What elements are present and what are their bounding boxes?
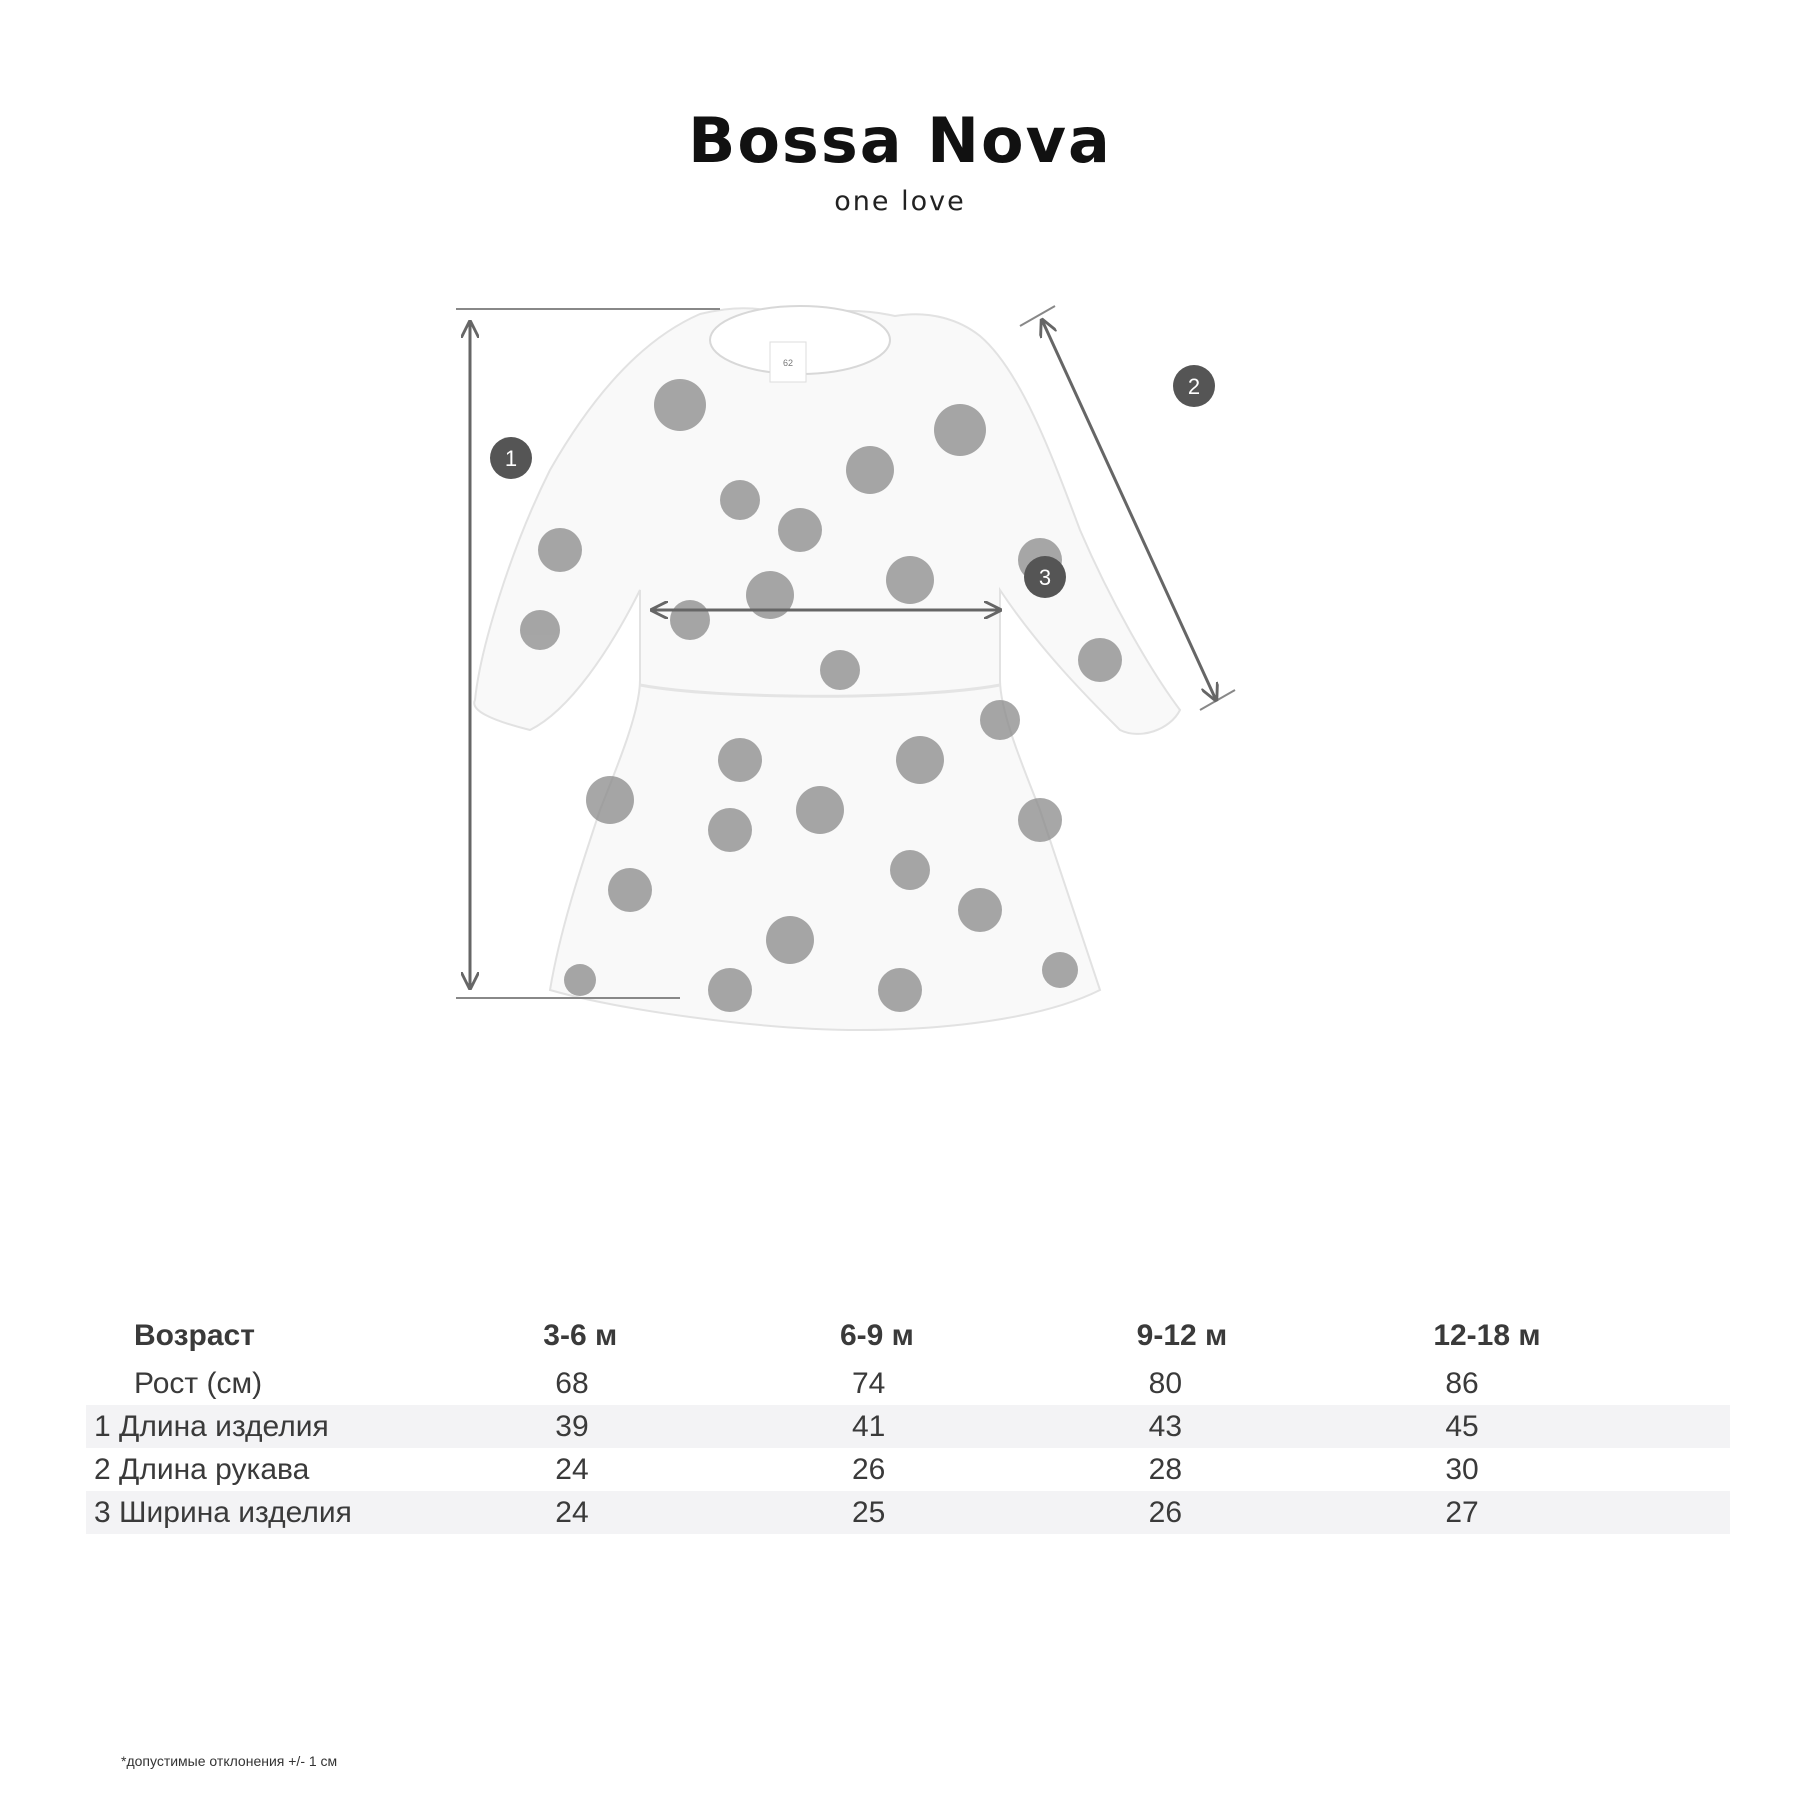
table-cell: 24	[555, 1452, 589, 1486]
brand-name: Bossa Nova	[688, 104, 1112, 177]
table-row	[86, 1448, 1730, 1491]
marker-2	[1173, 365, 1215, 407]
table-cell: 80	[1148, 1366, 1183, 1400]
sleeve-guide-bottom	[1200, 690, 1235, 710]
header-size: 9-12 м	[1136, 1319, 1228, 1352]
size-table	[86, 1310, 1730, 1534]
table-cell: 24	[543, 1491, 840, 1534]
table-cell: 41	[840, 1405, 1137, 1448]
table-cell: 39	[543, 1405, 840, 1448]
table-cell: 45	[1433, 1405, 1730, 1448]
table-cell: 28	[1148, 1452, 1183, 1486]
header-size: 6-9 м	[839, 1319, 914, 1352]
header-age-label: Возраст	[134, 1319, 255, 1352]
table-cell: 74	[851, 1366, 886, 1400]
row-label: 1 Длина изделия	[86, 1405, 543, 1448]
dress-illustration	[440, 290, 1360, 1150]
table-row	[86, 1405, 1730, 1448]
table-cell: 26	[851, 1452, 886, 1486]
header-size: 3-6 м	[543, 1319, 618, 1352]
table-cell: 68	[555, 1366, 589, 1400]
table-cell: 86	[1445, 1366, 1479, 1400]
table-cell: 27	[1433, 1491, 1730, 1534]
row-label: Рост (см)	[134, 1366, 263, 1400]
marker-1	[490, 437, 532, 479]
table-row	[86, 1362, 1730, 1405]
table-cell: 26	[1137, 1491, 1434, 1534]
sleeve-guide-top	[1020, 306, 1055, 326]
header-size: 12-18 м	[1433, 1319, 1541, 1352]
care-label-text: 62	[782, 358, 794, 368]
table-row	[86, 1491, 1730, 1534]
row-label: 2 Длина рукава	[94, 1452, 310, 1486]
marker-2-label: 2	[1187, 374, 1201, 399]
brand-tagline: one love	[834, 186, 966, 217]
table-header-row	[86, 1310, 1730, 1362]
table-cell: 43	[1137, 1405, 1434, 1448]
marker-3	[1024, 556, 1066, 598]
marker-1-label: 1	[504, 446, 518, 471]
marker-3-label: 3	[1038, 565, 1052, 590]
row-label: 3 Ширина изделия	[86, 1491, 543, 1534]
product-figure	[440, 290, 1360, 1150]
table-cell: 30	[1445, 1452, 1479, 1486]
table-cell: 25	[840, 1491, 1137, 1534]
tolerance-footnote: *допустимые отклонения +/- 1 см	[121, 1753, 338, 1769]
